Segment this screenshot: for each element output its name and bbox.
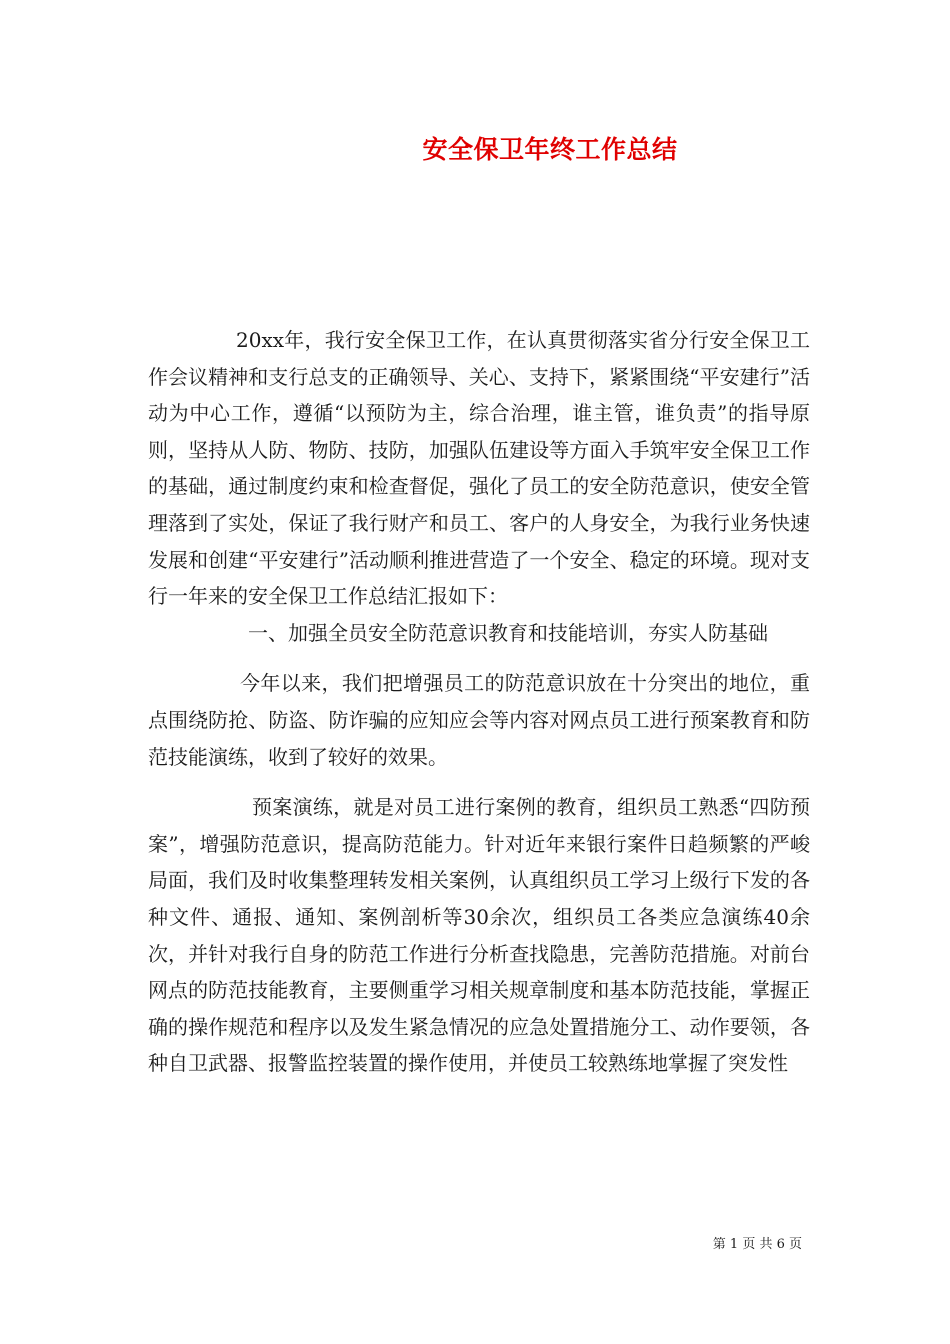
section-heading-1: 一、加强全员安全防范意识教育和技能培训，夯实人防基础: [248, 620, 768, 645]
paragraph-intro: 20xx年，我行安全保卫工作，在认真贯彻落实省分行安全保卫工作会议精神和支行总支的正确领导、关心、支持下，紧紧围绕“平安建行”活动为中心工作，遵循“以预防为主，综合治理，谁主管，谁负责”的指导原则，坚持从人防、物防、技防，加强队伍建设等方面入手筑牢安全保卫工作的基础，通过制度约束和检查督促，强化了员工的安全防范意识，使安全管理落到了实处，保证了我行财产和员工、客户的人身安全，为我行业务快速发展和创建“平安建行”活动顺利推进营造了一个安全、稳定的环境。现对支行一年来的安全保卫工作总结汇报如下：: [148, 328, 810, 609]
paragraph-awareness: 今年以来，我们把增强员工的防范意识放在十分突出的地位，重点围绕防抢、防盗、防诈骗的应知应会等内容对网点员工进行预案教育和防范技能演练，收到了较好的效果。: [148, 671, 810, 769]
document-body: [148, 322, 810, 1082]
paragraph-drills: 预案演练，就是对员工进行案例的教育，组织员工熟悉“四防预案”，增强防范意识，提高防范能力。针对近年来银行案件日趋频繁的严峻局面，我们及时收集整理转发相关案例，认真组织员工学习上级行下发的各种文件、通报、通知、案例剖析等30余次，组织员工各类应急演练40余次，并针对我行自身的防范工作进行分析查找隐患，完善防范措施。对前台网点的防范技能教育，主要侧重学习相关规章制度和基本防范技能，掌握正确的操作规范和程序以及发生紧急情况的应急处置措施分工、动作要领，各种自卫武器、报警监控装置的操作使用，并使员工较熟练地掌握了突发性: [148, 795, 810, 1076]
document-title: 安全保卫年终工作总结: [422, 135, 678, 164]
page-number-footer: 第 1 页 共 6 页: [712, 1237, 802, 1252]
